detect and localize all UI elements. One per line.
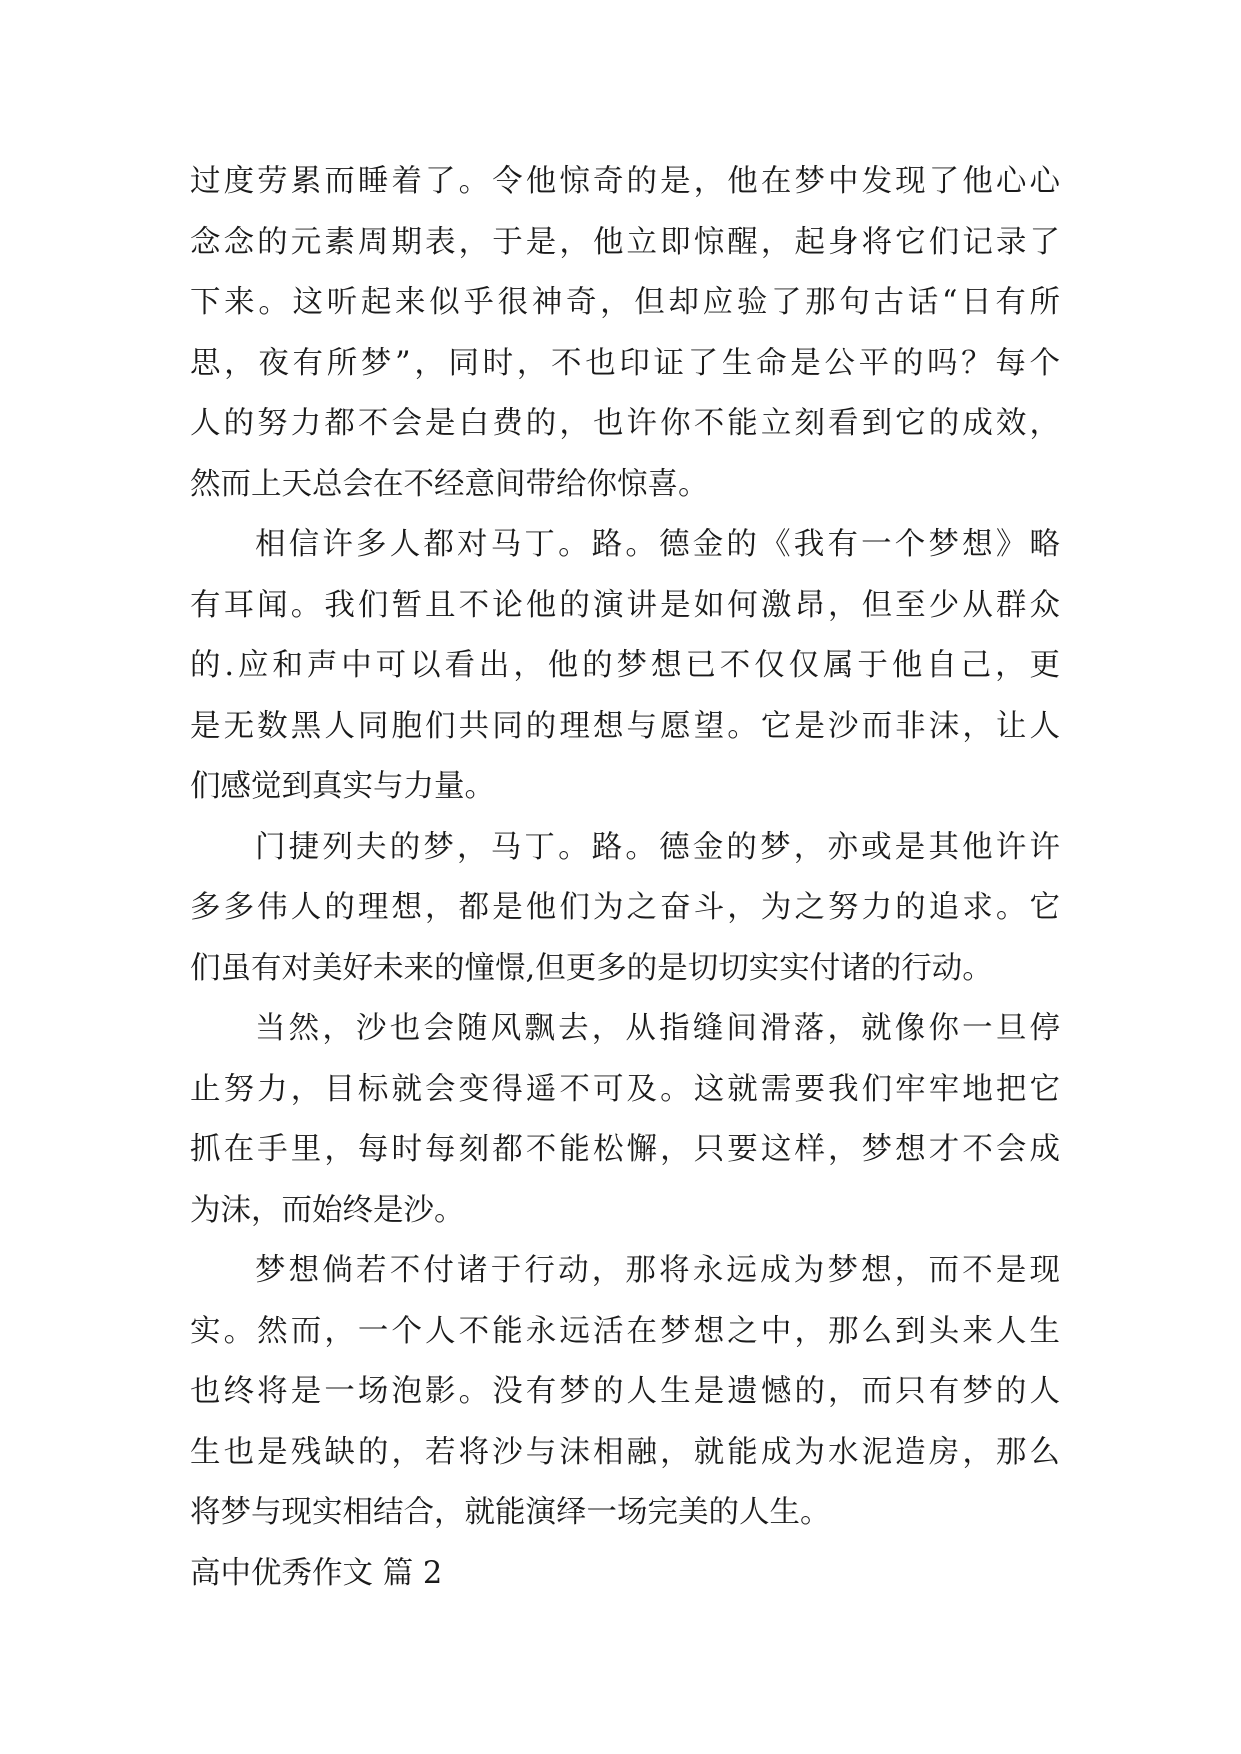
text-line: 是无数黑人同胞们共同的理想与愿望。它是沙而非沫，让人 — [190, 708, 1060, 744]
text-line: 也终将是一场泡影。没有梦的人生是遗憾的，而只有梦的人 — [190, 1374, 1060, 1409]
section-heading: 高中优秀作文 篇 2 — [190, 1555, 443, 1591]
text-line: 将梦与现实相结合，就能演绎一场完美的人生。 — [190, 1495, 831, 1530]
text-line: 有耳闻。我们暂且不论他的演讲是如何激昂，但至少从群众 — [190, 587, 1060, 623]
text-line: 们虽有对美好未来的憧憬,但更多的是切切实实付诸的行动。 — [190, 950, 993, 986]
text-line: 门捷列夫的梦，马丁。路。德金的梦，亦或是其他许许 — [255, 829, 1060, 865]
text-line: 相信许多人都对马丁。路。德金的《我有一个梦想》略 — [255, 527, 1060, 562]
text-line: 念念的元素周期表，于是，他立即惊醒，起身将它们记录了 — [190, 224, 1060, 260]
text-line: 止努力，目标就会变得遥不可及。这就需要我们牢牢地把它 — [190, 1071, 1060, 1107]
text-line: 们感觉到真实与力量。 — [190, 769, 495, 804]
text-line: 人的努力都不会是白费的，也许你不能立刻看到它的成效， — [190, 406, 1060, 441]
document-body — [190, 152, 1060, 1604]
text-line: 生也是残缺的，若将沙与沫相融，就能成为水泥造房，那么 — [190, 1434, 1060, 1470]
text-line: 为沫，而始终是沙。 — [190, 1192, 465, 1228]
text-line: 多多伟人的理想，都是他们为之奋斗，为之努力的追求。它 — [190, 890, 1060, 925]
text-line: 过度劳累而睡着了。令他惊奇的是，他在梦中发现了他心心 — [190, 164, 1060, 199]
text-line: 梦想倘若不付诸于行动，那将永远成为梦想，而不是现 — [255, 1253, 1060, 1288]
text-line: 实。然而，一个人不能永远活在梦想之中，那么到头来人生 — [190, 1313, 1060, 1349]
text-line: 的.应和声中可以看出，他的梦想已不仅仅属于他自己，更 — [190, 648, 1060, 683]
text-line: 下来。这听起来似乎很神奇，但却应验了那句古话“日有所 — [190, 285, 1060, 320]
text-line: 当然，沙也会随风飘去，从指缝间滑落，就像你一旦停 — [255, 1011, 1060, 1046]
text-line: 思，夜有所梦”，同时，不也印证了生命是公平的吗？每个 — [190, 345, 1060, 381]
text-line: 抓在手里，每时每刻都不能松懈，只要这样，梦想才不会成 — [190, 1132, 1060, 1167]
text-line: 然而上天总会在不经意间带给你惊喜。 — [190, 466, 709, 502]
